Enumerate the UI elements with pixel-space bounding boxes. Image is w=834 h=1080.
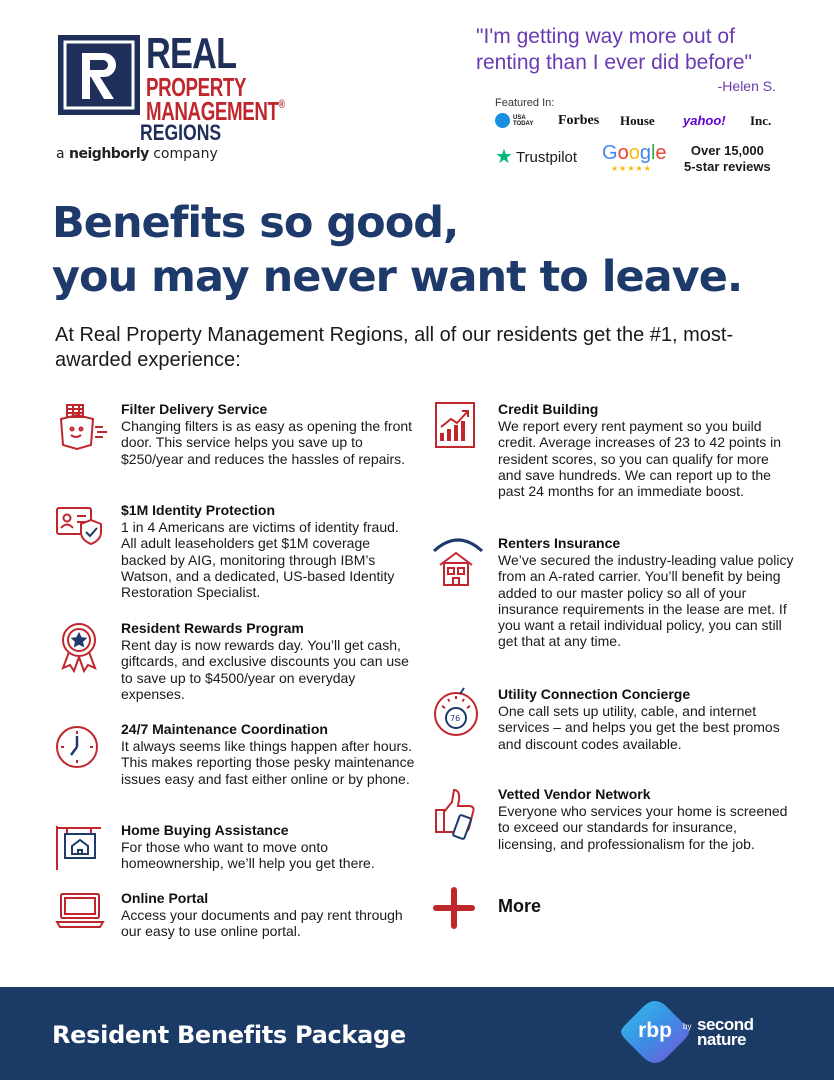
benefit-description: Changing filters is as easy as opening the front door. This service helps you save up to $250/year and reduces the hassles of repairs. [121,418,413,467]
clock-icon [55,721,111,777]
logo-line-regions: REGIONS [140,120,222,145]
usa-today-logo: USA TODAY [495,113,539,128]
trustpilot-star-icon: ★ [495,146,513,168]
benefit-title: $1M Identity Protection [121,502,276,518]
footer-title: Resident Benefits Package [52,1021,406,1049]
benefit-description: For those who want to move onto homeownership, we’ll help you get there. [121,839,375,872]
intro-text: At Real Property Management Regions, all of our residents get the #1, most-awarded experience: [55,324,734,371]
inc-logo: Inc. [750,113,772,128]
testimonial-quote: "I'm getting way more out of renting than I ever did before" [476,25,752,74]
logo-line-management: MANAGEMENT® [146,96,285,126]
benefit-title: Utility Connection Concierge [498,686,691,702]
ratings-row [495,142,785,182]
rbp-logo [620,999,690,1065]
google-logo: Google [602,142,667,164]
growth-chart-icon [432,401,488,457]
benefit-description: Everyone who services your home is screened to exceed our standards for insurance, licensing, and professionalism for the job. [498,803,788,852]
yahoo-logo: yahoo! [683,113,726,128]
logo-line-property: PROPERTY [146,72,247,102]
benefit-title: Resident Rewards Program [121,620,304,636]
benefit-description: 1 in 4 Americans are victims of identity fraud. All adult leaseholders get $1M coverage backed by AIG, monitoring through IBM’s Watson, and a dedicated, US-based Identity Restoration Specialist. [121,519,399,601]
benefit-title: 24/7 Maintenance Coordination [121,721,328,737]
page-headline: Benefits so good, you may never want to leave. [52,198,743,302]
logo-r-mark-icon [58,35,140,115]
umbrella-house-icon [432,535,488,591]
thermostat-icon [432,686,488,742]
benefit-title: Credit Building [498,401,599,417]
testimonial-author: -Helen S. [717,78,776,94]
benefit-description: Access your documents and pay rent through our easy to use online portal. [121,907,403,940]
benefit-description: We’ve secured the industry-leading value policy from an A-rated carrier. You’ll benefit by being added to our master policy so all of your insurance requirements in the lease are met. If you want a retail individual policy, you can still get that at any time. [498,552,794,650]
neighborly-tagline: a neighborly company [56,146,218,162]
google-stars-icon: ★★★★★ [611,164,652,173]
logo-line-real: REAL [146,29,237,78]
house-sign-icon [55,822,111,878]
second-nature-logo: by second nature [683,1015,754,1049]
benefit-title: Home Buying Assistance [121,822,289,838]
benefit-title: More [498,896,542,916]
trustpilot-logo: ★ Trustpilot [495,146,578,168]
footer-banner [0,987,834,1080]
svg-text:76: 76 [450,714,461,723]
benefit-description: It always seems like things happen after hours. This makes reporting those pesky maintenance issues easy and fast either online or by phone. [121,738,415,787]
rbp-text: rbp [638,1019,672,1042]
usa-today-dot-icon [495,113,510,128]
benefit-description: Rent day is now rewards day. You’ll get cash, giftcards, and exclusive discounts you can use to save up to $4500/year on everyday expenses. [121,637,409,702]
benefit-description: We report every rent payment so you build credit. Average increases of 23 to 42 points in resident scores, so you can qualify for more and save hundreds. We can report up to the past 24 months for an immediate boost. [498,418,782,500]
company-logo [56,29,316,167]
laptop-icon [55,890,111,946]
review-count: Over 15,000 5-star reviews [684,143,771,174]
benefit-description: One call sets up utility, cable, and internet services – and helps you get the best promos and discount codes available. [498,703,780,752]
featured-in-label: Featured In: [495,97,555,109]
house-logo: House [620,113,655,128]
neighborly-brand: neighborly [69,146,149,162]
benefit-title: Filter Delivery Service [121,401,268,417]
benefit-title: Renters Insurance [498,535,621,551]
filter-box-icon [55,401,111,457]
benefit-title: Online Portal [121,890,209,906]
plus-icon [432,886,488,942]
benefit-title: Vetted Vendor Network [498,786,651,802]
forbes-logo: Forbes [558,113,600,128]
thumbs-up-icon [432,786,488,842]
press-logos [495,113,785,133]
award-ribbon-icon [55,620,111,676]
id-shield-icon [55,502,111,558]
